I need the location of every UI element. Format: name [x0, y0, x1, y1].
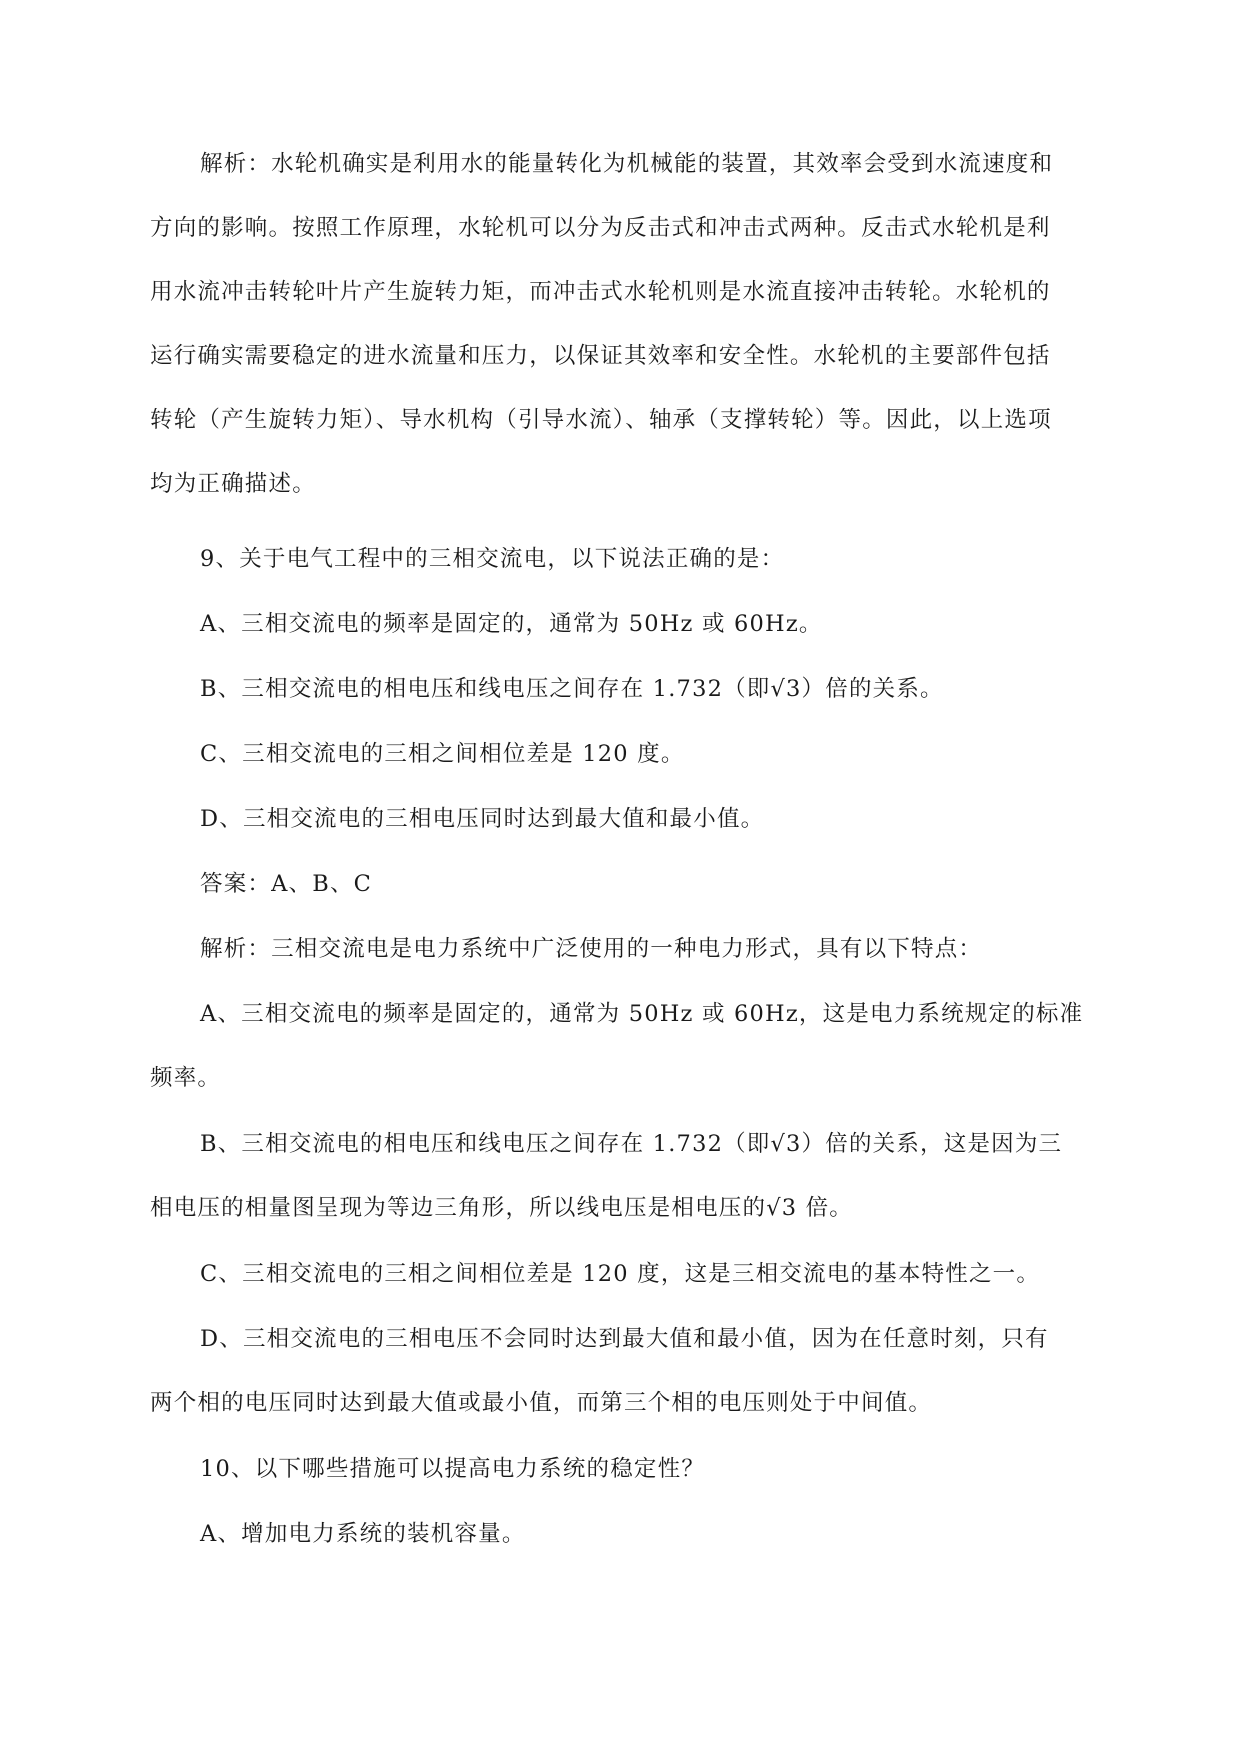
option-text: B、三相交流电的相电压和线电压之间存在 1.732（即√3）倍的关系。	[200, 676, 944, 702]
text-line: B、三相交流电的相电压和线电压之间存在 1.732（即√3）倍的关系，这是因为三	[200, 1131, 1063, 1157]
option-d	[150, 787, 1090, 851]
analysis-intro	[150, 917, 1090, 981]
text-line: 相电压的相量图呈现为等边三角形，所以线电压是相电压的√3 倍。	[150, 1195, 854, 1221]
text-line: 两个相的电压同时达到最大值或最小值，而第三个相的电压则处于中间值。	[150, 1390, 933, 1416]
option-a	[150, 592, 1090, 656]
analysis-a	[150, 982, 1090, 1110]
option-text: D、三相交流电的三相电压同时达到最大值和最小值。	[200, 806, 765, 832]
option-text: C、三相交流电的三相之间相位差是 120 度。	[200, 741, 685, 767]
analysis-b	[150, 1112, 1090, 1240]
answer	[150, 852, 1090, 916]
question-text: 9、关于电气工程中的三相交流电，以下说法正确的是：	[200, 546, 785, 572]
text-line: C、三相交流电的三相之间相位差是 120 度，这是三相交流电的基本特性之一。	[200, 1261, 1041, 1287]
text-line: 转轮（产生旋转力矩）、导水机构（引导水流）、轴承（支撑转轮）等。因此，以上选项	[150, 407, 1052, 433]
question-9	[150, 527, 1090, 591]
option-b	[150, 657, 1090, 721]
text-line: 均为正确描述。	[150, 471, 316, 497]
analysis-d	[150, 1307, 1090, 1435]
analysis-text: 解析：三相交流电是电力系统中广泛使用的一种电力形式，具有以下特点：	[200, 936, 983, 962]
option-a	[150, 1502, 1090, 1566]
text-line: A、三相交流电的频率是固定的，通常为 50Hz 或 60Hz，这是电力系统规定的标准	[200, 1001, 1084, 1027]
text-line: 频率。	[150, 1065, 222, 1091]
question-10	[150, 1437, 1090, 1501]
text-line: 解析：水轮机确实是利用水的能量转化为机械能的装置，其效率会受到水流速度和	[200, 151, 1054, 177]
option-text: A、增加电力系统的装机容量。	[200, 1521, 526, 1547]
text-line: 方向的影响。按照工作原理，水轮机可以分为反击式和冲击式两种。反击式水轮机是利	[150, 215, 1051, 241]
question-text: 10、以下哪些措施可以提高电力系统的稳定性？	[200, 1456, 706, 1482]
analysis-paragraph	[150, 132, 1090, 516]
text-line: 用水流冲击转轮叶片产生旋转力矩，而冲击式水轮机则是水流直接冲击转轮。水轮机的	[150, 279, 1051, 305]
text-line: 运行确实需要稳定的进水流量和压力，以保证其效率和安全性。水轮机的主要部件包括	[150, 343, 1051, 369]
option-text: A、三相交流电的频率是固定的，通常为 50Hz 或 60Hz。	[200, 611, 823, 637]
answer-text: 答案：A、B、C	[200, 871, 373, 897]
analysis-c	[150, 1242, 1090, 1306]
text-line: D、三相交流电的三相电压不会同时达到最大值和最小值，因为在任意时刻，只有	[200, 1326, 1049, 1352]
option-c	[150, 722, 1090, 786]
